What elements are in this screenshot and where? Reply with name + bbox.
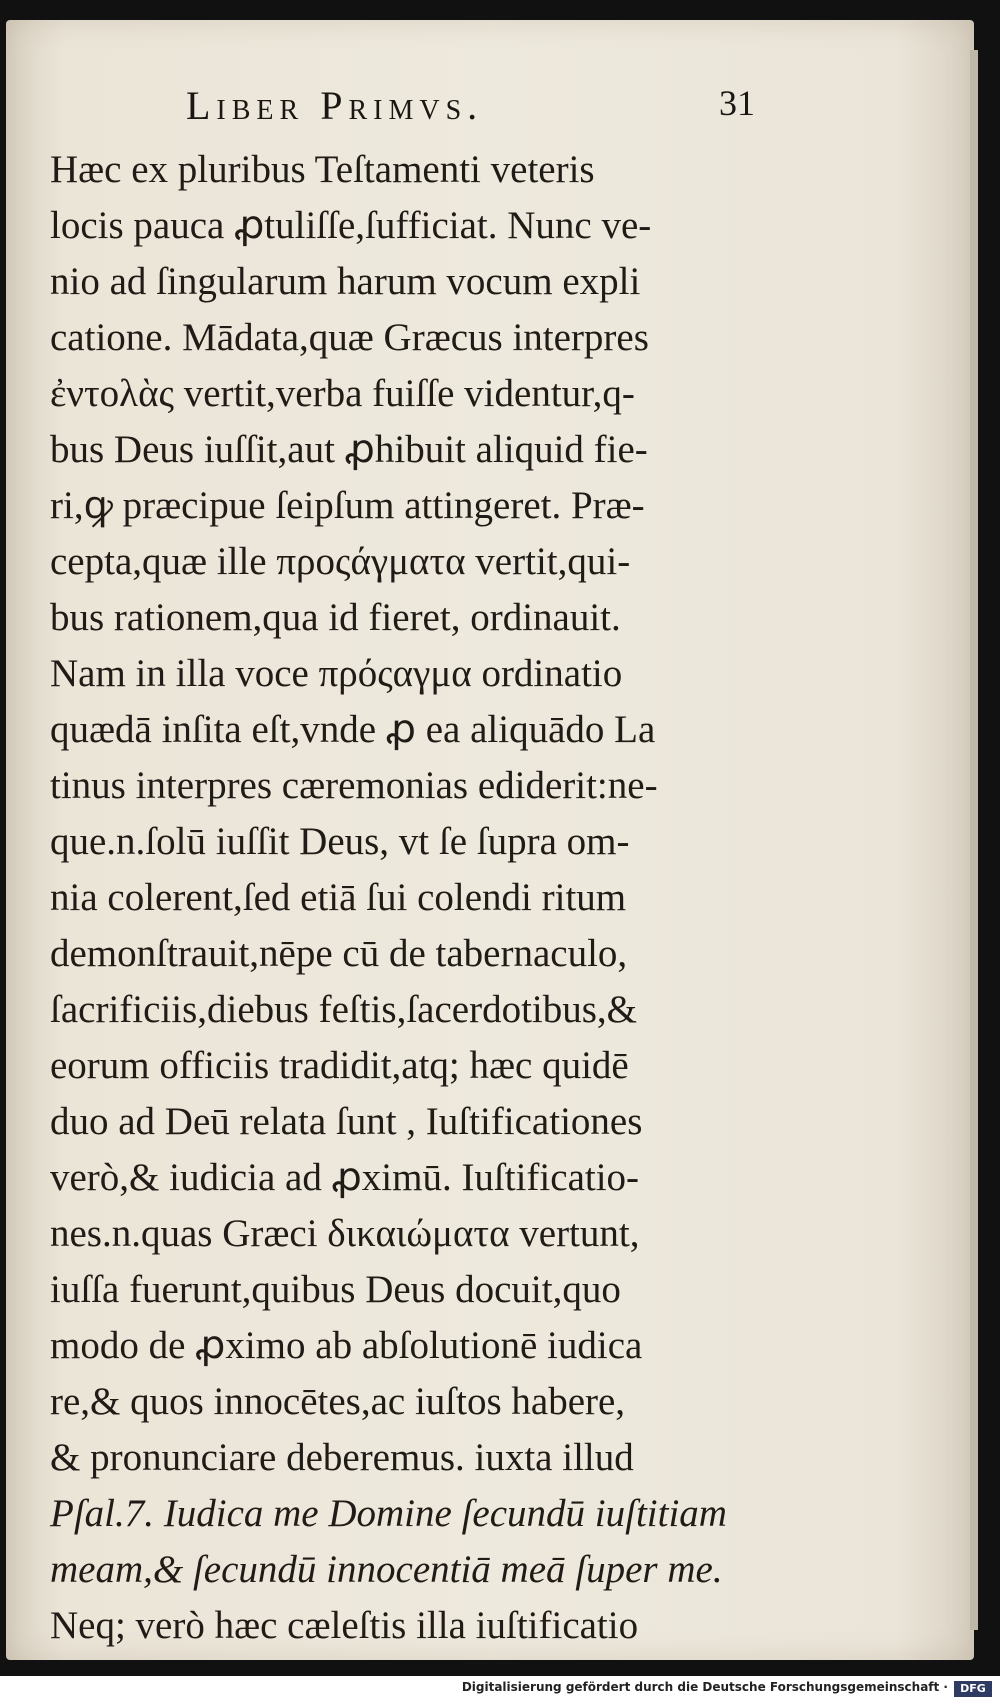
text-line: catione. Mādata,quæ Græcus interpres <box>50 316 649 359</box>
dfg-logo: DFG <box>954 1681 992 1697</box>
text-line: nes.n.quas Græci δικαιώματα vertunt, <box>50 1212 640 1255</box>
text-line: & pronunciare deberemus. iuxta illud <box>50 1436 634 1479</box>
text-line: locis pauca ꝓtuliſſe,ſufficiat. Nunc ve- <box>50 204 652 247</box>
running-title: Liber Primvs. <box>186 83 484 128</box>
funding-credit: Digitalisierung gefördert durch die Deutsche Forschungsgemeinschaft · <box>461 1680 948 1694</box>
body-text <box>50 142 770 1654</box>
text-line: Neq; verò hæc cæleſtis illa iuſtificatio <box>50 1604 639 1647</box>
text-line: ſacrificiis,diebus feſtis,ſacerdotibus,& <box>50 988 637 1031</box>
text-line: eorum officiis tradidit,atq; hæc quidē <box>50 1044 629 1087</box>
text-line: cepta,quæ ille προςάγματα vertit,qui- <box>50 540 631 583</box>
page-edge <box>970 50 978 1630</box>
text-line: re,& quos innocētes,ac iuſtos habere, <box>50 1380 626 1423</box>
text-line: bus rationem,qua id fieret, ordinauit. <box>50 596 621 639</box>
text-line: tinus interpres cæremonias ediderit:ne- <box>50 764 658 807</box>
text-line: nio ad ſingularum harum vocum expli <box>50 260 641 303</box>
text-line: verò,& iudicia ad ꝓximū. Iuſtificatio- <box>50 1156 640 1199</box>
text-line: ri,ꝙ præcipue ſeipſum attingeret. Præ- <box>50 484 645 527</box>
text-line: bus Deus iuſſit,aut ꝓhibuit aliquid fie- <box>50 428 648 471</box>
text-line: iuſſa fuerunt,quibus Deus docuit,quo <box>50 1268 621 1311</box>
text-line: ἐντολὰς vertit,verba fuiſſe videntur,q- <box>50 372 635 415</box>
digitization-footer <box>0 1676 1000 1704</box>
text-line: nia colerent,ſed etiā ſui colendi ritum <box>50 876 627 919</box>
text-line: modo de ꝓximo ab abſolutionē iudica <box>50 1324 643 1367</box>
text-line-italic: meam,& ſecundū innocentiā meā ſuper me. <box>50 1548 723 1591</box>
text-line-italic: Pſal.7. Iudica me Domine ſecundū iuſtitiam <box>50 1492 727 1535</box>
text-line: Hæc ex pluribus Teſtamenti veteris <box>50 148 595 191</box>
text-line: duo ad Deū relata ſunt , Iuſtificationes <box>50 1100 643 1143</box>
book-page <box>6 20 974 1660</box>
page-header <box>6 82 974 132</box>
text-line: quædā inſita eſt,vnde ꝓ ea aliquādo La <box>50 708 656 751</box>
text-line: que.n.ſolū iuſſit Deus, vt ſe ſupra om- <box>50 820 630 863</box>
text-line: Nam in illa voce πρόςαγμα ordinatio <box>50 652 623 695</box>
page-number: 31 <box>719 83 755 123</box>
text-line: demonſtrauit,nēpe cū de tabernaculo, <box>50 932 628 975</box>
